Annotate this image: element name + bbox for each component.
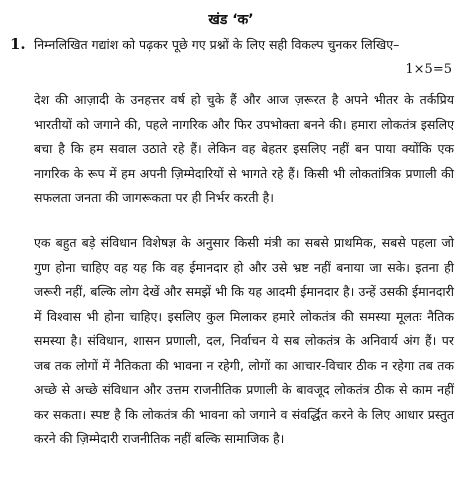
section-title: खंड ‘क’ [208,12,254,28]
question-number: 1. [10,35,26,53]
passage-paragraph-1: देश की आज़ादी के उनहत्तर वर्ष हो चुके हैं और आज ज़रूरत है अपने भीतर के तर्कप्रिय भारतीयों को जगाने की, पहले नागरिक और फिर उपभोक्ता बनने की। हमारा लोकतंत्र इसलिए बचा है कि हम सवाल उठाते रहे हैं। लेकिन वह बेहतर इसलिए नहीं बन पाया क्योंकि एक नागरिक के रूप में हम अपनी ज़िम्मेदारियों से भागते रहे हैं। किसी भी लोकतांत्रिक प्रणाली की सफलता जनता की जागरूकता पर ही निर्भर करती है। [34,92,454,205]
question-instruction: निम्नलिखित गद्यांश को पढ़कर पूछे गए प्रश्नों के लिए सही विकल्प चुनकर लिखिए– [34,37,400,52]
marks-allocation: 1×5=5 [405,62,452,77]
passage-paragraph-2: एक बहुत बड़े संविधान विशेषज्ञ के अनुसार किसी मंत्री का सबसे प्राथमिक, सबसे पहला जो गुण होना चाहिए वह यह कि वह ईमानदार हो और उसे भ्रष्ट नहीं बनाया जा सके। इतना ही जरूरी नहीं, बल्कि लोग देखें और समझें भी कि यह आदमी ईमानदार है। उन्हें उसकी ईमानदारी में विश्वास भी होना चाहिए। इसलिए कुल मिलाकर हमारे लोकतंत्र की समस्या मूलतः नैतिक समस्या है। संविधान, शासन प्रणाली, दल, निर्वाचन ये सब लोकतंत्र के अनिवार्य अंग हैं। पर जब तक लोगों में नैतिकता की भावना न रहेगी, लोगों का आचार-विचार ठीक न रहेगा तब तक अच्छे से अच्छे संविधान और उत्तम राजनीतिक प्रणाली के बावजूद लोकतंत्र ठीक से काम नहीं कर सकता। स्पष्ट है कि लोकतंत्र की भावना को जगाने व संवर्द्धित करने के लिए आधार प्रस्तुत करने की ज़िम्मेदारी राजनीतिक नहीं बल्कि सामाजिक है। [34,235,454,446]
